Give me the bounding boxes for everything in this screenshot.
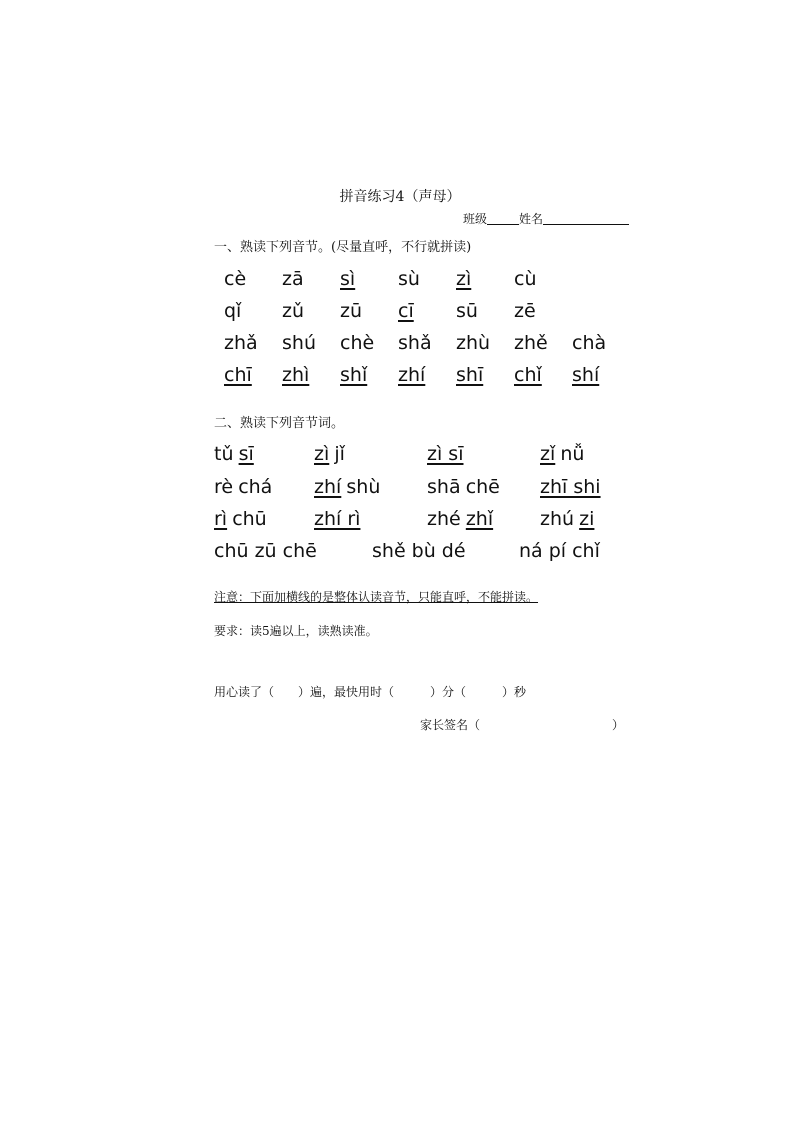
pinyin-word (314, 508, 360, 530)
class-name-line (463, 210, 629, 227)
syllable-cell (282, 332, 316, 354)
syllable-cell (340, 332, 374, 354)
pinyin-word (214, 540, 317, 562)
note-text: 注意：下面加横线的是整体认读音节，只能直呼，不能拼读。 (214, 590, 539, 604)
syllable-cell (572, 364, 599, 386)
syllable: zǔ (282, 300, 305, 322)
whole-syllable: sī (238, 443, 254, 465)
syllable: chē (465, 476, 500, 498)
syllable-cell (224, 364, 252, 386)
whole-syllable: zhì (282, 364, 310, 386)
syllable-cell (514, 268, 537, 290)
syllable: sù (398, 268, 420, 290)
section1-heading: 一、熟读下列音节。(尽量直呼，不行就拼读) (214, 240, 472, 255)
requirement-text: 要求：读5遍以上，读熟读准。 (214, 624, 378, 638)
section2-heading: 二、熟读下列音节词。 (214, 416, 345, 431)
syllable: chè (340, 332, 375, 354)
syllable-cell (340, 268, 355, 290)
syllable: chū (232, 508, 267, 530)
syllable: cè (224, 268, 247, 290)
syllable-cell (398, 300, 414, 322)
syllable-cell (224, 268, 246, 290)
syllable-cell (514, 364, 542, 386)
syllable: zhù (456, 332, 491, 354)
syllable: zhú (540, 508, 575, 530)
whole-syllable: zì sī (427, 443, 464, 465)
whole-syllable: shǐ (340, 364, 368, 386)
syllable-cell (398, 268, 420, 290)
syllable: zhé (427, 508, 461, 530)
pinyin-word (540, 443, 584, 465)
class-label: 班级 (463, 212, 488, 226)
syllable-cell (398, 332, 432, 354)
syllable-cell (340, 364, 367, 386)
syllable: chá (238, 476, 273, 498)
syllable-cell (398, 364, 425, 386)
syllable-cell (514, 300, 536, 322)
syllable-cell (282, 268, 304, 290)
whole-syllable: zhǐ (465, 508, 494, 530)
syllable: chū zū chē (214, 540, 317, 562)
whole-syllable: rì (214, 508, 228, 530)
pinyin-word (214, 476, 272, 498)
syllable-cell (456, 300, 478, 322)
whole-syllable: chǐ (514, 364, 542, 386)
whole-syllable: sì (340, 268, 356, 290)
class-blank (487, 212, 519, 225)
whole-syllable: cī (398, 300, 414, 322)
whole-syllable: zǐ (540, 443, 556, 465)
syllable: shù (346, 476, 381, 498)
syllable: jǐ (334, 443, 345, 465)
syllable: chà (572, 332, 607, 354)
syllable-cell (456, 268, 471, 290)
whole-syllable: zi (579, 508, 595, 530)
syllable: zē (514, 300, 536, 322)
syllable-cell (224, 300, 241, 322)
syllable-cell (456, 364, 483, 386)
page-title: 拼音练习4（声母） (339, 189, 461, 205)
whole-syllable: zhí (398, 364, 426, 386)
syllable: sū (456, 300, 478, 322)
whole-syllable: zì (456, 268, 472, 290)
syllable: zā (282, 268, 304, 290)
syllable: shě bù dé (372, 540, 466, 562)
parent-signature: 家长签名（ ） (420, 718, 625, 732)
pinyin-word (427, 476, 500, 498)
syllable-cell (224, 332, 258, 354)
syllable: shú (282, 332, 316, 354)
syllable: tǔ (214, 443, 234, 465)
syllable-cell (456, 332, 490, 354)
syllable: cù (514, 268, 537, 290)
whole-syllable: zì (314, 443, 330, 465)
pinyin-word (214, 508, 267, 530)
syllable-cell (572, 332, 606, 354)
syllable: ná pí chǐ (519, 540, 600, 562)
pinyin-word (314, 476, 380, 498)
whole-syllable: chī (224, 364, 252, 386)
pinyin-word (314, 443, 345, 465)
syllable: zhǎ (224, 332, 258, 354)
syllable: rè (214, 476, 234, 498)
whole-syllable: zhí rì (314, 508, 361, 530)
pinyin-word (372, 540, 466, 562)
whole-syllable: shī (456, 364, 484, 386)
name-blank (543, 212, 629, 225)
syllable: nǚ (560, 443, 585, 465)
reading-record: 用心读了（ ）遍，最快用时（ ）分（ ）秒 (214, 685, 527, 699)
syllable: qǐ (224, 300, 242, 322)
syllable-cell (514, 332, 548, 354)
pinyin-word (427, 508, 493, 530)
pinyin-word (214, 443, 254, 465)
whole-syllable: zhí (314, 476, 342, 498)
whole-syllable: shí (572, 364, 600, 386)
syllable-cell (340, 300, 362, 322)
syllable: shǎ (398, 332, 432, 354)
pinyin-word (427, 443, 463, 465)
pinyin-word (540, 508, 594, 530)
syllable-cell (282, 364, 309, 386)
pinyin-word (540, 476, 601, 498)
name-label: 姓名 (519, 212, 544, 226)
whole-syllable: zhī shi (540, 476, 601, 498)
pinyin-word (519, 540, 600, 562)
syllable: shā (427, 476, 461, 498)
syllable-cell (282, 300, 304, 322)
syllable: zhě (514, 332, 548, 354)
syllable: zū (340, 300, 363, 322)
